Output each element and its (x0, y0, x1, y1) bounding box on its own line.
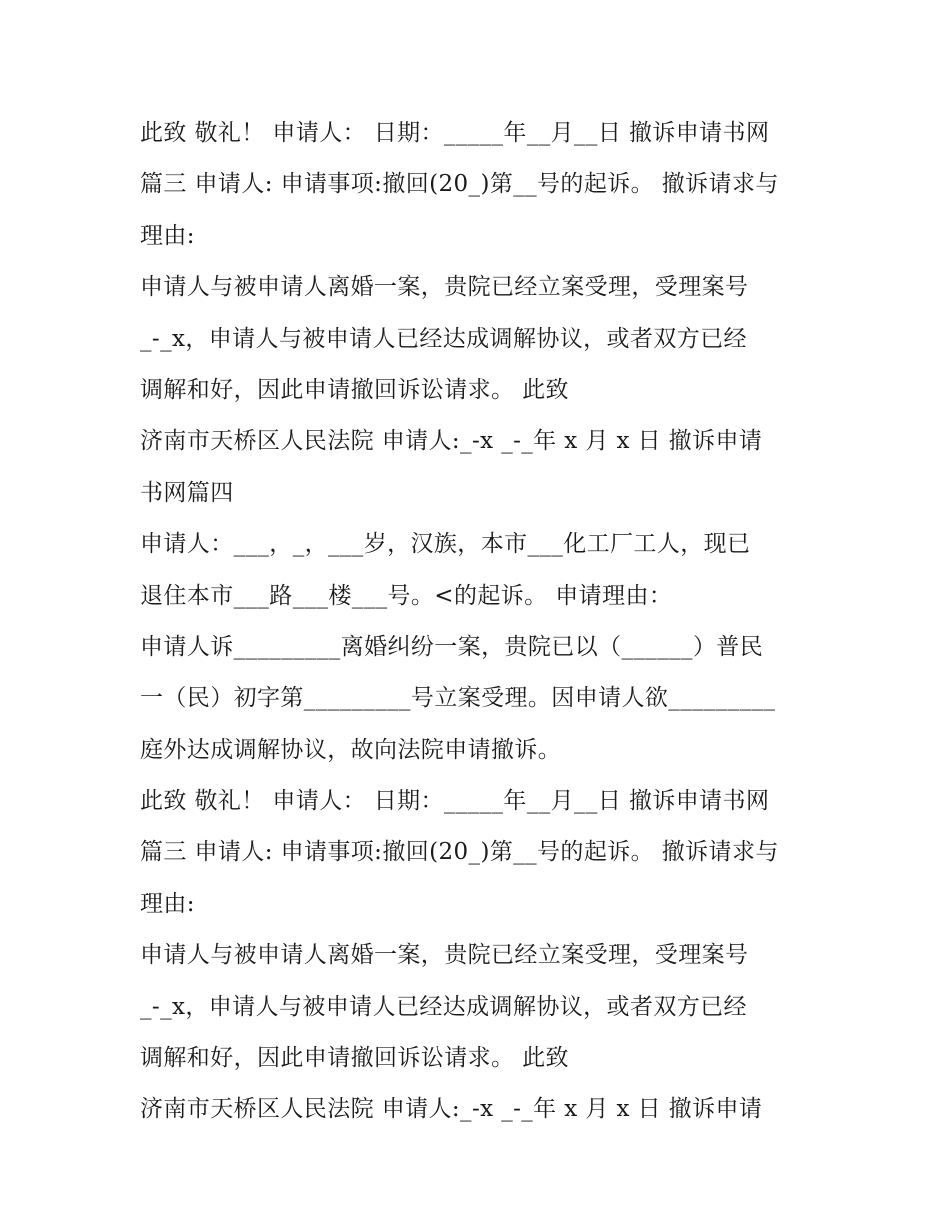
text-line: 书网篇四 (140, 479, 234, 506)
text-line: 理由: (140, 890, 195, 917)
text-line: 此致 敬礼！ 申请人： 日期：_____年__月__日 撤诉申请书网 (140, 788, 770, 815)
text-line: 理由: (140, 222, 195, 249)
text-line: 退住本市___路___楼___号。<的起诉。 申请理由： (140, 582, 673, 609)
text-line: 庭外达成调解协议，故向法院申请撤诉。 (140, 736, 562, 763)
text-line: 济南市天桥区人民法院 申请人:_-x _-_年 x 月 x 日 撤诉申请 (140, 428, 763, 455)
text-line: 此致 敬礼！ 申请人： 日期：_____年__月__日 撤诉申请书网 (140, 120, 770, 146)
text-line: 调解和好，因此申请撤回诉讼请求。 此致 (140, 1045, 569, 1072)
text-line: 篇三 申请人: 申请事项:撤回(20_)第__号的起诉。 撤诉请求与 (140, 839, 779, 866)
text-line: _-_x，申请人与被申请人已经达成调解协议，或者双方已经 (140, 325, 747, 352)
text-line: 申请人诉_________离婚纠纷一案，贵院已以（______）普民 (140, 633, 764, 660)
text-line: 一（民）初字第_________号立案受理。因申请人欲_________ (140, 685, 776, 712)
document-body (140, 108, 820, 1136)
text-line: 申请人与被申请人离婚一案，贵院已经立案受理，受理案号 (140, 274, 749, 301)
text-line: 申请人：___，_，___岁，汉族，本市___化工厂工人，现已 (140, 531, 751, 558)
text-line: _-_x，申请人与被申请人已经达成调解协议，或者双方已经 (140, 993, 747, 1020)
text-line: 济南市天桥区人民法院 申请人:_-x _-_年 x 月 x 日 撤诉申请 (140, 1096, 763, 1123)
text-line: 调解和好，因此申请撤回诉讼请求。 此致 (140, 376, 569, 403)
text-line: 篇三 申请人: 申请事项:撤回(20_)第__号的起诉。 撤诉请求与 (140, 171, 779, 198)
text-line: 申请人与被申请人离婚一案，贵院已经立案受理，受理案号 (140, 942, 749, 969)
